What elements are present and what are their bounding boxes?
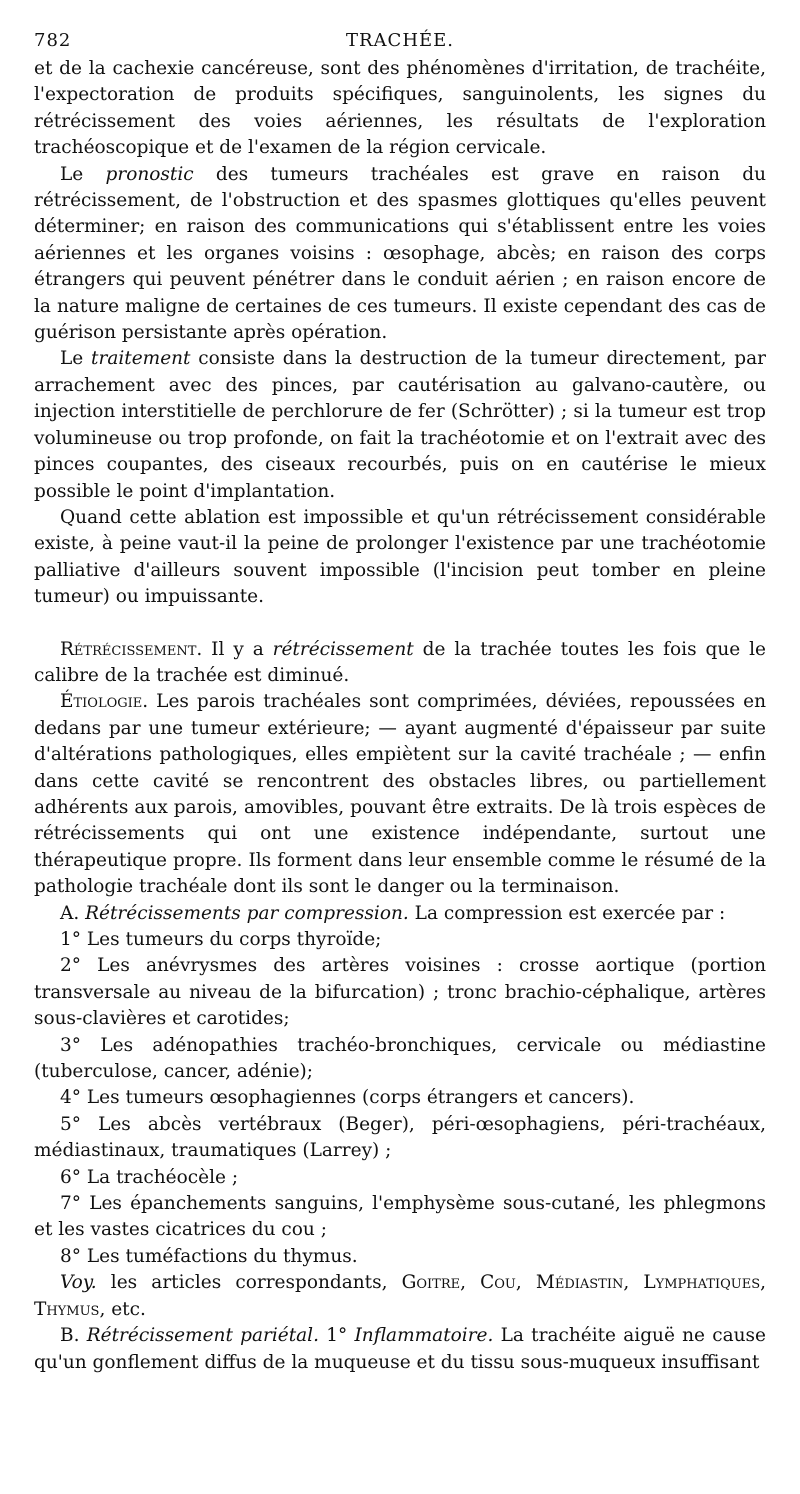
text-run: La compression est exercée par : [408, 902, 726, 924]
text-run: Le [60, 163, 106, 185]
text-run: Le [60, 348, 92, 370]
body-text [34, 56, 766, 1376]
list-item: 2° Les anévrysmes des artères voisines : crosse aortique (portion transversale au niveau de la bifurcation) ; tronc brachio-céphalique, artères sous-clavières et carotides; [34, 955, 766, 1030]
text-run: 1° [318, 1325, 355, 1347]
paragraph-voy [34, 1270, 766, 1323]
text-run: A. [60, 902, 86, 924]
list-item: 7° Les épanchements sanguins, l'emphysème sous-cutané, les phlegmons et les vastes cicatrices du cou ; [34, 1193, 766, 1241]
cross-references: Goitre, Cou, Médiastin, Lymphatiques, Thymus [34, 1272, 766, 1320]
page-number: 782 [34, 30, 72, 51]
term-retrecissement: rétrécissement [272, 638, 414, 660]
list-item: 4° Les tumeurs œsophagiennes (corps étrangers et cancers). [60, 1087, 635, 1109]
list-item: 3° Les adénopathies trachéo-bronchiques, cervicale ou médiastine (tuberculose, cancer, adénie); [34, 1034, 766, 1083]
text-run: les articles correspondants, [96, 1272, 402, 1294]
paragraph-traitement [34, 346, 766, 504]
term-parietal: Rétrécissement pariétal. [86, 1325, 319, 1347]
section-heading-retrecissement: Rétrécissement. [60, 638, 203, 660]
term-pronostic: pronostic [105, 163, 194, 185]
paragraph-compression [34, 901, 766, 927]
term-inflammatoire: Inflammatoire. [354, 1325, 494, 1347]
list-item: 5° Les abcès vertébraux (Beger), péri-œsophagiens, péri-trachéaux, médiastinaux, traumatiques (Larrey) ; [34, 1113, 766, 1162]
paragraph-cachexie: et de la cachexie cancéreuse, sont des phénomènes d'irritation, de trachéite, l'expectoration de produits spécifiques, sanguinolents, les signes du rétrécissement des voies aériennes, les résultats de l'exploration trachéoscopique et de l'examen de la région cervicale. [34, 58, 766, 159]
list-item: 8° Les tuméfactions du thymus. [60, 1245, 358, 1267]
term-voy: Voy. [60, 1272, 97, 1294]
text-run: B. [60, 1325, 87, 1347]
text-run: des tumeurs trachéales est grave en raison du rétrécissement, de l'obstruction et des spasmes glottiques qu'elles peuvent déterminer; en raison des communications qui s'établissent entre les voies aériennes et les organes voisins : œsophage, abcès; en raison des corps étrangers qui peuvent pénétrer dans le conduit aérien ; en raison encore de la nature maligne de certaines de ces tumeurs. Il existe cependant des cas de guérison persistante après opération. [34, 163, 766, 344]
paragraph-etiologie [34, 689, 766, 900]
paragraph-ablation: Quand cette ablation est impossible et qu'un rétrécissement considérable existe, à peine vaut-il la peine de prolonger l'existence par une trachéotomie palliative d'ailleurs souvent impossible (l'incision peut tomber en pleine tumeur) ou impuissante. [34, 506, 766, 608]
list-item: 6° La trachéocèle ; [60, 1166, 239, 1188]
paragraph-pronostic [34, 162, 766, 347]
running-title: TRACHÉE. [345, 30, 455, 51]
text-run: consiste dans la destruction de la tumeur directement, par arrachement avec des pinces, par cautérisation au galvano-cautère, ou injection interstitielle de perchlorure de fer (Schrötter) ; si la tumeur est trop volumineuse ou trop profonde, on fait la trachéotomie et on l'extrait avec des pinces coupantes, des ciseaux recourbés, puis on en cautérise le mieux possible le point d'implantation. [34, 348, 766, 502]
text-run: Les parois trachéales sont comprimées, déviées, repoussées en dedans par une tumeur extérieure; — ayant augmenté d'épaisseur par suite d'altérations pathologiques, elles empiètent sur la cavité trachéale ; — enfin dans cette cavité se rencontrent des obstacles libres, ou partiellement adhérents aux parois, amovibles, pouvant être extraits. De là trois espèces de rétrécissements qui ont une existence indépendante, surtout une thérapeutique propre. Ils forment dans leur ensemble comme le résumé de la pathologie trachéale dont ils sont le danger ou la terminaison. [34, 691, 766, 898]
page-header [34, 30, 766, 56]
text-run: , etc. [99, 1298, 146, 1320]
section-heading-etiologie: Étiologie. [60, 691, 149, 713]
term-compression: Rétrécissements par compression. [85, 902, 409, 924]
term-traitement: traitement [91, 348, 191, 370]
text-run: Il y a [202, 638, 273, 660]
paragraph-parietal [34, 1323, 766, 1376]
text-run: La trachéite aiguë ne cause qu'un gonflement diffus de la muqueuse et du tissu sous-muqueux insuffisant [34, 1325, 767, 1373]
list-item: 1° Les tumeurs du corps thyroïde; [60, 929, 382, 950]
paragraph-retrecissement [34, 637, 766, 690]
section-gap [34, 611, 766, 637]
text-run: de la trachée toutes les fois que le calibre de la trachée est diminué. [34, 638, 766, 686]
